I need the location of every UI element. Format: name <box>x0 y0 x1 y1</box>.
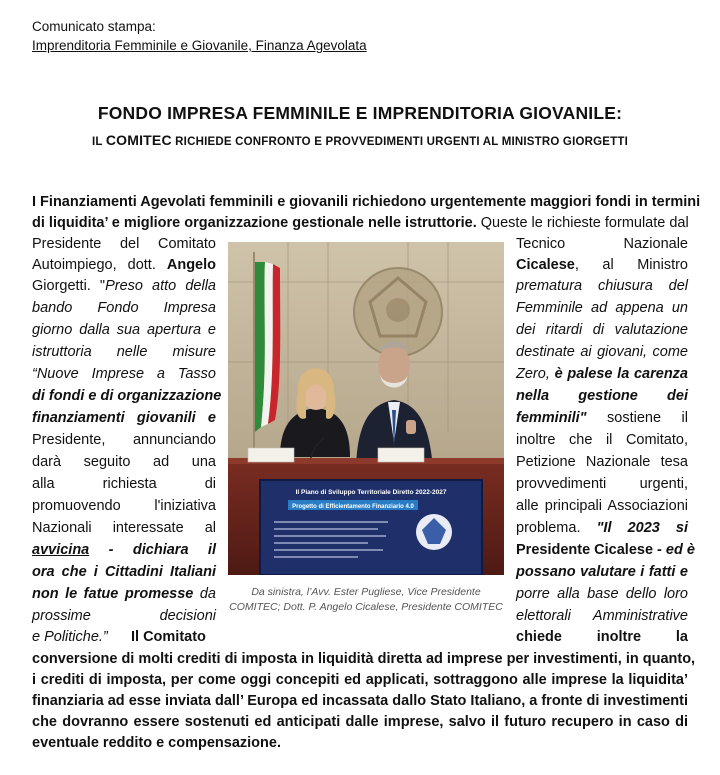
right-line: alle principali Associazioni <box>516 498 688 514</box>
intro-line-1: I Finanziamenti Agevolati femminili e giovanili richiedono urgentemente maggiori fondi in termini <box>32 194 701 210</box>
final-line: i crediti di imposta, per come oggi concepiti ed applicati, sottraggono alle imprese la liquidita’ <box>32 672 688 688</box>
right-line: dei ritardi di valutazione <box>516 322 688 338</box>
left-line: bando Fondo Impresa <box>32 300 216 316</box>
final-line: conversione di molti crediti di imposta in liquidità diretta ad imprese per investimenti, in quanto, <box>32 651 696 667</box>
left-line: prossime decisioni <box>32 608 216 624</box>
left-line: e Politiche.” <box>32 629 108 645</box>
right-line: Zero, è palese la carenza <box>516 366 688 382</box>
right-line: nella gestione dei <box>516 388 688 404</box>
left-line: Autoimpiego, dott. Angelo <box>32 257 216 273</box>
slide-title: Il Piano di Sviluppo Territoriale Diretto 2022-2027 <box>295 489 447 496</box>
left-line: alla richiesta di <box>32 476 216 492</box>
document-category: Imprenditoria Femminile e Giovanile, Finanza Agevolata <box>32 38 367 53</box>
left-line: Giorgetti. "Preso atto della <box>32 278 216 294</box>
left-line: Nazionali interessate al <box>32 520 216 536</box>
left-line: Presidente, annunciando <box>32 432 216 448</box>
right-line: Tecnico Nazionale <box>516 236 688 252</box>
left-line: ora che i Cittadini Italiani <box>32 564 216 580</box>
right-line: Presidente Cicalese - ed è <box>516 542 695 558</box>
final-line: finanziaria ad esse inviata dall’ Europa ed incassata dallo Stato Italiano, a fronte di investimenti <box>32 693 688 709</box>
left-line: Il Comitato <box>131 629 206 645</box>
left-line: finanziamenti giovanili e <box>32 410 216 426</box>
left-line: avvicina - dichiara il <box>32 542 216 558</box>
subtitle: IL COMITEC RICHIEDE CONFRONTO E PROVVEDIMENTI URGENTI AL MINISTRO GIORGETTI <box>92 132 628 148</box>
right-line: provvedimenti urgenti, <box>516 476 688 492</box>
right-line: chiede inoltre la <box>516 629 688 645</box>
photo-caption-line-1: Da sinistra, l’Avv. Ester Pugliese, Vice Presidente <box>251 586 481 598</box>
right-line: Petizione Nazionale tesa <box>516 454 688 470</box>
photo-caption-line-2: COMITEC; Dott. P. Angelo Cicalese, Presidente COMITEC <box>229 601 503 613</box>
right-line: Cicalese, al Ministro <box>516 257 688 273</box>
subtitle-org: COMITEC <box>105 132 172 148</box>
right-line: Femminile ad appena un <box>516 300 688 316</box>
intro-line-2: di liquidita’ e migliore organizzazione gestionale nelle istruttorie. Queste le richieste formulate dal <box>32 215 689 231</box>
left-line: giorno dalla sua apertura e <box>32 322 216 338</box>
left-line: Presidente del Comitato <box>32 236 216 252</box>
right-line: destinate ai giovani, come <box>516 344 688 360</box>
left-line: istruttoria nelle misure <box>32 344 216 360</box>
left-line: di fondi e di organizzazione <box>32 388 222 404</box>
final-line: che dovranno essere sostenuti ed anticipati dalle imprese, salvo il futuro recupero in caso di <box>32 714 688 730</box>
left-line: promuovendo l'iniziativa <box>32 498 216 514</box>
right-line: porre alla base dello loro <box>516 586 688 602</box>
right-line: prematura chiusura del <box>516 278 688 294</box>
right-line: problema. "Il 2023 si <box>516 520 688 536</box>
left-line: darà seguito ad una <box>32 454 216 470</box>
slide-subtitle: Progetto di Efficientamento Finanziario 4.0 <box>292 504 414 510</box>
right-line: possano valutare i fatti e <box>516 564 688 580</box>
right-line: inoltre che il Comitato, <box>516 432 688 448</box>
right-line: femminili" sostiene il <box>516 410 688 426</box>
main-title: FONDO IMPRESA FEMMINILE E IMPRENDITORIA GIOVANILE: <box>97 103 623 123</box>
left-line: non le fatue promesse da <box>32 586 216 602</box>
final-line: eventuale reddito e compensazione. <box>32 735 281 751</box>
conference-photo <box>228 242 504 575</box>
right-line: elettorali Amministrative <box>516 608 688 624</box>
left-line: “Nuove Imprese a Tasso <box>32 366 216 382</box>
projection-slide <box>260 480 482 575</box>
document-type-label: Comunicato stampa: <box>32 19 156 34</box>
